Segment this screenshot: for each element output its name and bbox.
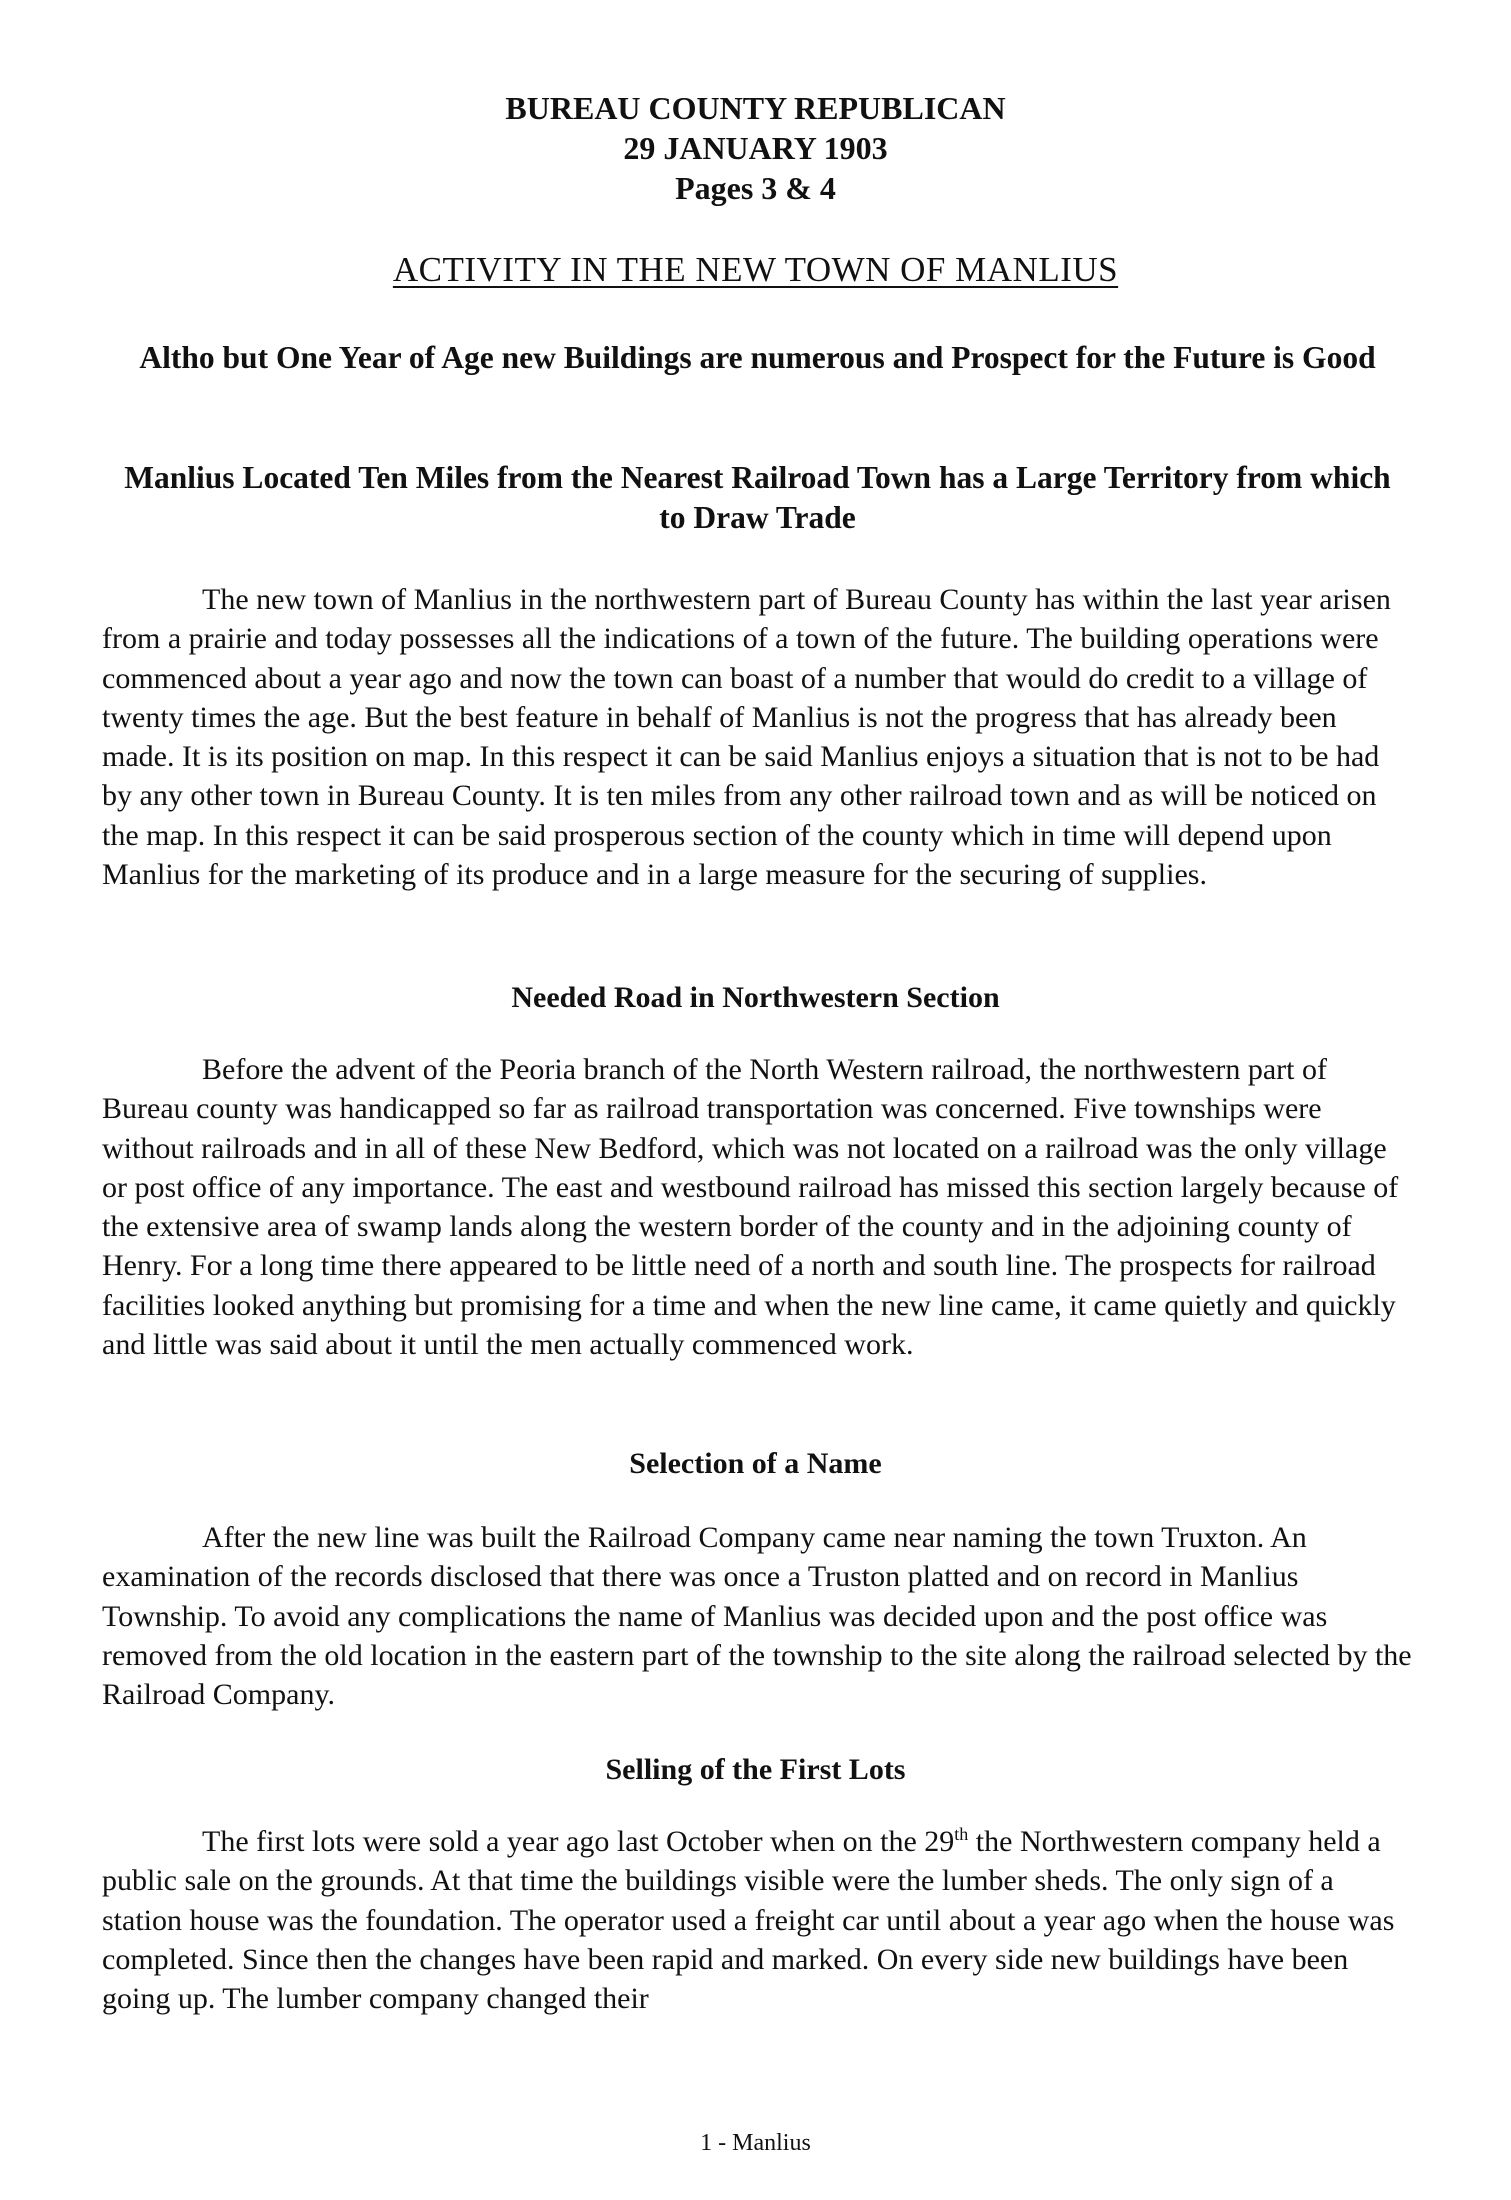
page-footer: 1 - Manlius [700, 2130, 811, 2156]
paragraph-4-rest: the Northwestern company held a public sale on the grounds. At that time the buildings visible were the lumber sheds. The only sign of a station house was the foundation. The operator used a freight car until about a year ago when the house was completed. Since then the changes have been rapid and marked. On every side new buildings have been going up. The lumber company changed their [102, 1825, 1395, 2016]
paragraph-1: The new town of Manlius in the northwestern part of Bureau County has within the last year arisen from a prairie and today possesses all the indications of a town of the future. The building operations were commenced about a year ago and now the town can boast of a number that would do credit to a village of twenty times the age. But the best feature in behalf of Manlius is not the progress that has already been made. It is its position on map. In this respect it can be said Manlius enjoys a situation that is not to be had by any other town in Bureau County. It is ten miles from any other railroad town and as will be noticed on the map. In this respect it can be said prosperous section of the county which in time will depend upon Manlius for the marketing of its produce and in a large measure for the securing of supplies. [102, 583, 1391, 892]
section-heading-selection-of-name: Selection of a Name [629, 1447, 882, 1480]
subheadline-2: Manlius Located Ten Miles from the Nearest Railroad Town has a Large Territory from which to Draw Trade [124, 460, 1391, 535]
page-reference: Pages 3 & 4 [675, 170, 836, 206]
subheadline-1: Altho but One Year of Age new Buildings are numerous and Prospect for the Future is Good [139, 340, 1376, 375]
article-title-text: ACTIVITY IN THE NEW TOWN OF MANLIUS [392, 250, 1119, 289]
paragraph-4-start: The first lots were sold a year ago last October when on the 29 [202, 1825, 955, 1858]
paragraph-4 [102, 1822, 1412, 2018]
masthead [0, 88, 1511, 208]
paragraph-2: Before the advent of the Peoria branch of the North Western railroad, the northwestern part of Bureau county was handicapped so far as railroad transportation was concerned. Five townships were without railroads and in all of these New Bedford, which was not located on a railroad was the only village or post office of any importance. The east and westbound railroad has missed this section largely because of the extensive area of swamp lands along the western border of the county and in the adjoining county of Henry. For a long time there appeared to be little need of a north and south line. The prospects for railroad facilities looked anything but promising for a time and when the new line came, it came quietly and quickly and little was said about it until the men actually commenced work. [102, 1053, 1399, 1362]
publication-date: 29 JANUARY 1903 [623, 130, 888, 166]
publication-name: BUREAU COUNTY REPUBLICAN [505, 90, 1006, 126]
article-title [0, 250, 1511, 290]
ordinal-suffix: th [954, 1824, 969, 1844]
section-heading-selling-first-lots: Selling of the First Lots [605, 1753, 906, 1786]
paragraph-3: After the new line was built the Railroad Company came near naming the town Truxton. An examination of the records disclosed that there was once a Truston platted and on record in Manlius Township. To avoid any complications the name of Manlius was decided upon and the post office was removed from the old location in the eastern part of the township to the site along the railroad selected by the Railroad Company. [102, 1521, 1412, 1712]
section-heading-needed-road: Needed Road in Northwestern Section [511, 981, 1000, 1014]
